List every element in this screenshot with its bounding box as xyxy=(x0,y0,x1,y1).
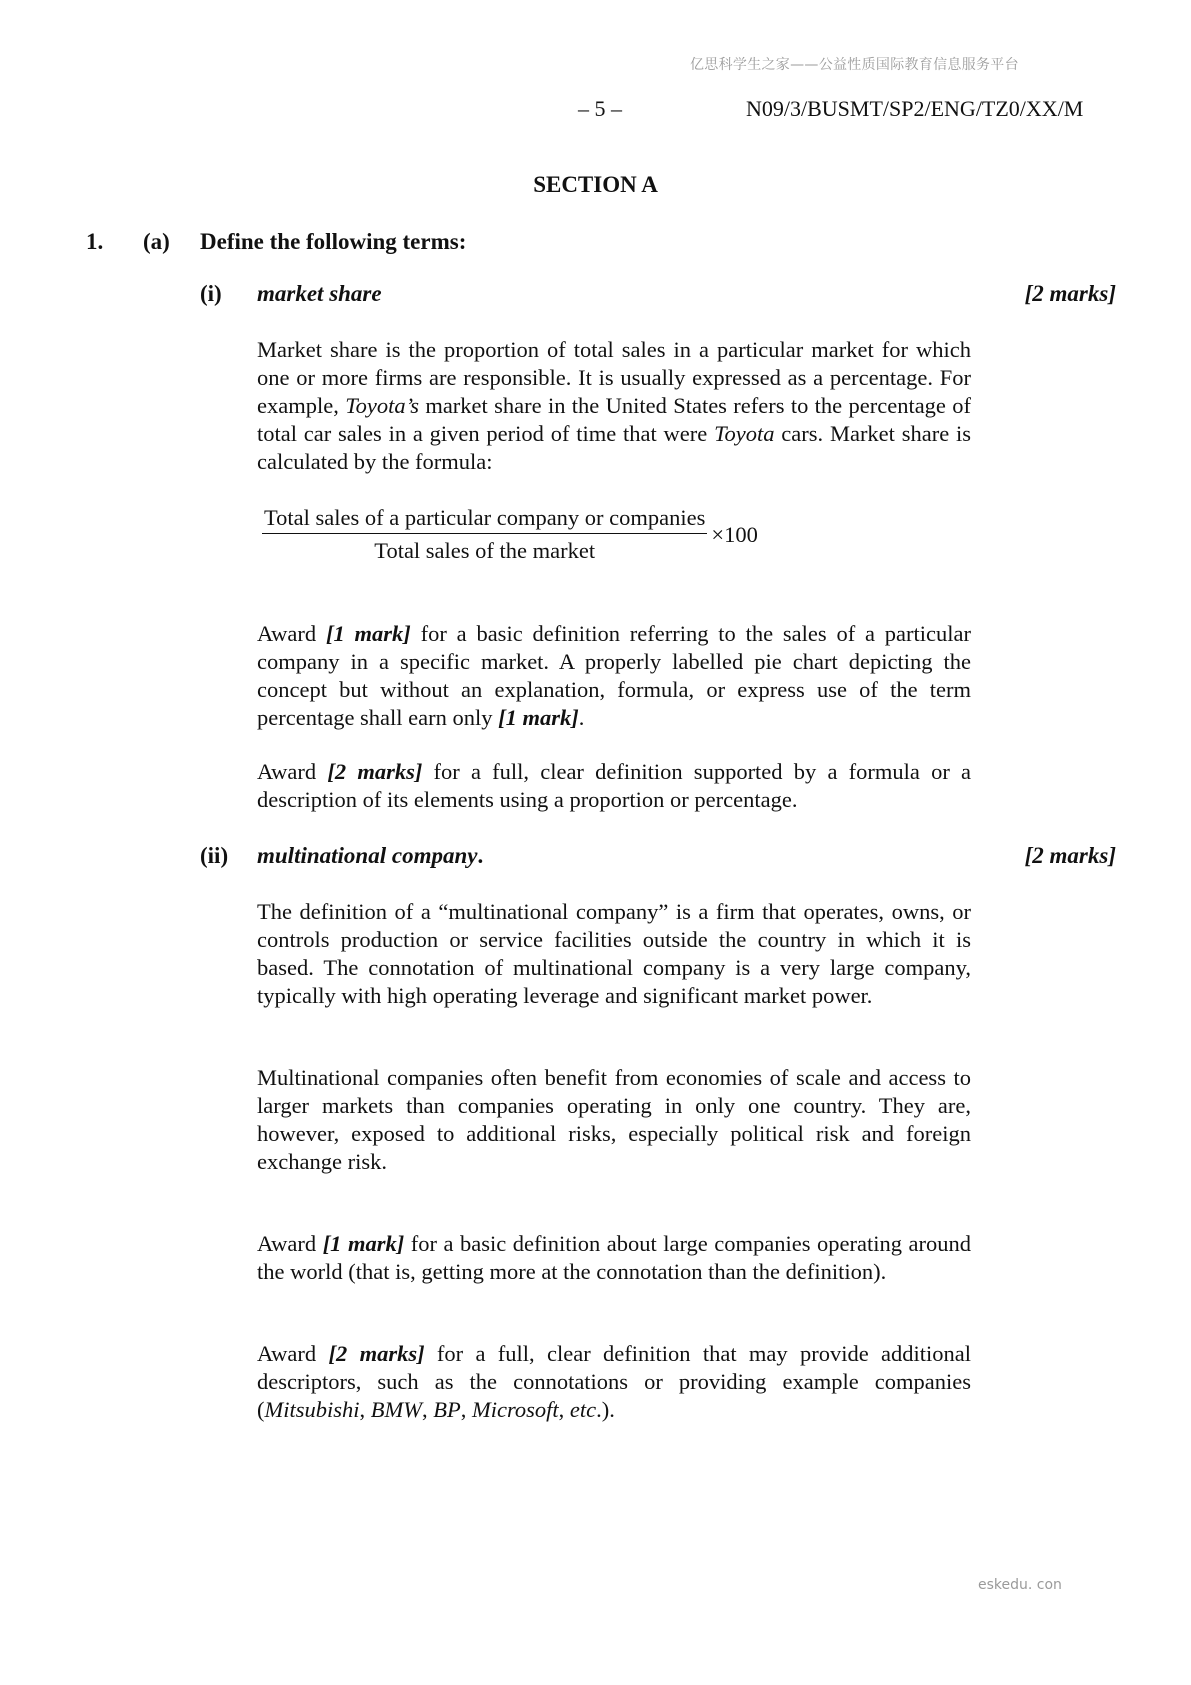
market-share-award-1: Award [1 mark] for a basic definition referring to the sales of a particular company in a specific market. A properly labelled pie chart depicting the concept but without an explanation, formula, or express use of the term percentage shall earn only [1 mark]. xyxy=(257,621,971,730)
subquestion-term-multinational: multinational company. xyxy=(257,843,484,868)
formula-numerator: Total sales of a particular company or companies xyxy=(262,505,707,534)
market-share-award-2: Award [2 marks] for a full, clear definition supported by a formula or a description of its elements using a proportion or percentage. xyxy=(257,759,971,812)
subquestion-term-market-share: market share xyxy=(257,281,382,306)
marks-label-i: [2 marks] xyxy=(1024,281,1116,306)
subquestion-number-ii: (ii) xyxy=(200,843,229,868)
question-number: 1. xyxy=(86,229,104,254)
watermark-top: 亿思科学生之家——公益性质国际教育信息服务平台 xyxy=(690,57,1019,73)
formula-fraction xyxy=(262,505,707,564)
multinational-definition: The definition of a “multinational company” is a firm that operates, owns, or controls production or service facilities outside the country in which it is based. The connotation of multinational company is a very large company, typically with high operating leverage and significant market power. xyxy=(257,899,971,1008)
document-code: N09/3/BUSMT/SP2/ENG/TZ0/XX/M xyxy=(746,96,1084,121)
multinational-award-2: Award [2 marks] for a full, clear definition that may provide additional descriptors, such as the connotations or providing example companies (Mitsubishi, BMW, BP, Microsoft, etc.). xyxy=(257,1341,971,1422)
section-title: SECTION A xyxy=(533,172,658,197)
page-number: – 5 – xyxy=(578,96,622,121)
formula-multiplier: ×100 xyxy=(711,521,758,547)
formula-denominator: Total sales of the market xyxy=(374,538,596,563)
multinational-benefits: Multinational companies often benefit from economies of scale and access to larger markets than companies operating in only one country. They are, however, exposed to additional risks, especially political risk and foreign exchange risk. xyxy=(257,1065,971,1174)
question-title: Define the following terms: xyxy=(200,229,467,254)
subquestion-number-i: (i) xyxy=(200,281,222,306)
market-share-formula xyxy=(262,505,758,564)
watermark-bottom: eskedu. con xyxy=(978,1577,1062,1593)
multinational-award-1: Award [1 mark] for a basic definition about large companies operating around the world (that is, getting more at the connotation than the definition). xyxy=(257,1231,971,1284)
market-share-definition: Market share is the proportion of total sales in a particular market for which one or more firms are responsible. It is usually expressed as a percentage. For example, Toyota’s market share in the United States refers to the percentage of total car sales in a given period of time that were Toyota cars. Market share is calculated by the formula: xyxy=(257,337,972,474)
marks-label-ii: [2 marks] xyxy=(1024,843,1116,868)
question-part: (a) xyxy=(143,229,170,254)
